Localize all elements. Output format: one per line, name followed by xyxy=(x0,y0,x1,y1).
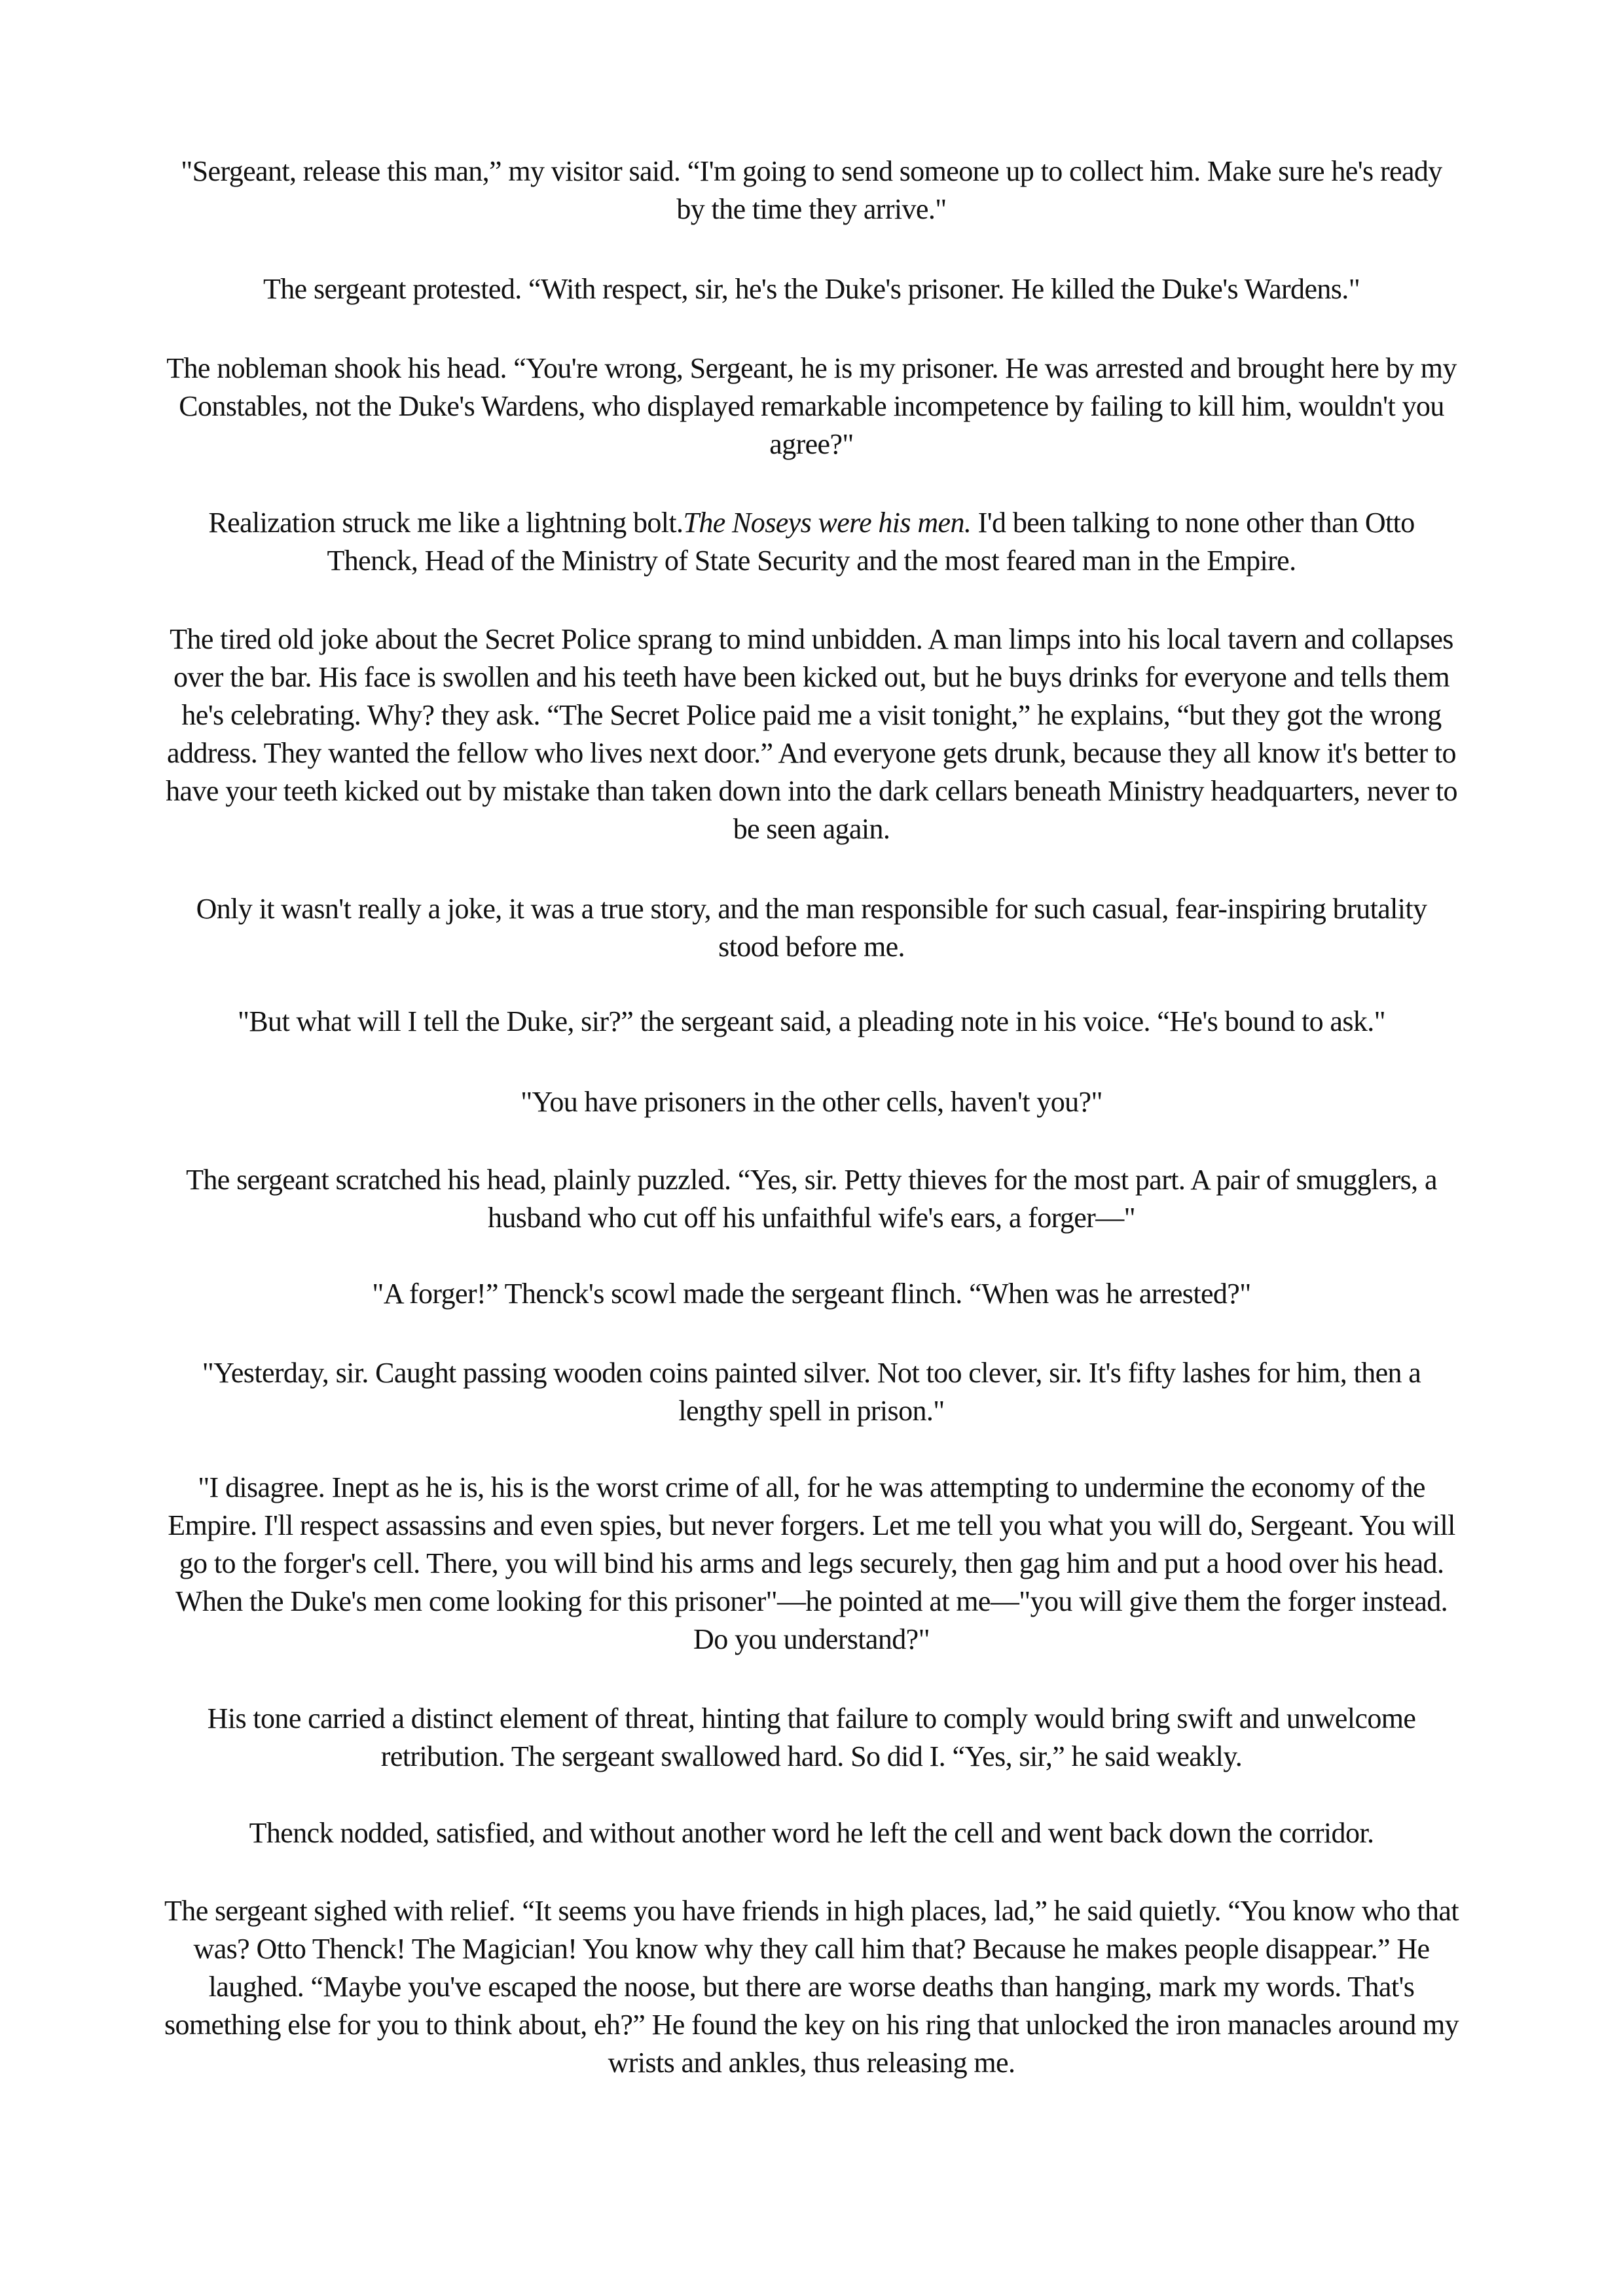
paragraph-true-story: Only it wasn't really a joke, it was a true story, and the man responsible for such casual, fear-inspiring brutality stood before me. xyxy=(196,893,1427,963)
paragraph-a-forger: "A forger!” Thenck's scowl made the sergeant flinch. “When was he arrested?" xyxy=(372,1278,1251,1310)
paragraph-other-prisoners: "You have prisoners in the other cells, haven't you?" xyxy=(520,1086,1103,1118)
paragraph-prisoner-list: The sergeant scratched his head, plainly puzzled. “Yes, sir. Petty thieves for the most part. A pair of smugglers, a husband who cut off his unfaithful wife's ears, a forger—" xyxy=(186,1164,1437,1234)
paragraph-forger-arrest: "Yesterday, sir. Caught passing wooden coins painted silver. Not too clever, sir. It's fifty lashes for him, then a lengthy spell in prison." xyxy=(202,1357,1421,1427)
paragraph-nobleman-reply: The nobleman shook his head. “You're wrong, Sergeant, he is my prisoner. He was arrested and brought here by my Constables, not the Duke's Wardens, who displayed remarkable incompetence by failing to kill him, wouldn't you agree?" xyxy=(166,352,1457,460)
paragraph-release-order: "Sergeant, release this man,” my visitor said. “I'm going to send someone up to collect him. Make sure he's ready by the time they arrive." xyxy=(181,155,1442,225)
paragraph-thenck-orders: "I disagree. Inept as he is, his is the worst crime of all, for he was attempting to undermine the economy of the Empire. I'll respect assassins and even spies, but never forgers. Let me tell you what you will do, Sergeant. You will go to the forger's cell. There, you will bind his arms and legs securely, then gag him and put a hood over his head. When the Duke's men come looking for this prisoner"—he pointed at me—"you will give them the forger instead. Do you understand?" xyxy=(168,1471,1455,1655)
paragraph-secret-police-joke: The tired old joke about the Secret Police sprang to mind unbidden. A man limps into his local tavern and collapses over the bar. His face is swollen and his teeth have been kicked out, but he buys drinks for everyone and tells them he's celebrating. Why? they ask. “The Secret Police paid me a visit tonight,” he explains, “but they got the wrong address. They wanted the fellow who lives next door.” And everyone gets drunk, because they all know it's better to have your teeth kicked out by mistake than taken down into the dark cellars beneath Ministry headquarters, never to be seen again. xyxy=(166,623,1457,845)
realization-italic-thought: The Noseys were his men. xyxy=(683,507,972,539)
paragraph-thenck-leaves: Thenck nodded, satisfied, and without another word he left the cell and went back down the corridor. xyxy=(249,1817,1374,1849)
paragraph-realization xyxy=(164,504,1459,580)
realization-text-end: I'd been talking to none other than Otto Thenck, Head of the Ministry of State Security and the most feared man in the Empire. xyxy=(327,507,1415,577)
paragraph-threat: His tone carried a distinct element of threat, hinting that failure to comply would bring swift and unwelcome retribution. The sergeant swallowed hard. So did I. “Yes, sir,” he said weakly. xyxy=(207,1702,1416,1772)
paragraph-sergeant-relief: The sergeant sighed with relief. “It seems you have friends in high places, lad,” he said quietly. “You know who that was? Otto Thenck! The Magician! You know why they call him that? Because he makes people disappear.” He laughed. “Maybe you've escaped the noose, but there are worse deaths than hanging, mark my words. That's something else for you to think about, eh?” He found the key on his ring that unlocked the iron manacles around my wrists and ankles, thus releasing me. xyxy=(164,1895,1459,2079)
paragraph-sergeant-protests: The sergeant protested. “With respect, sir, he's the Duke's prisoner. He killed the Duke's Wardens." xyxy=(263,273,1360,305)
realization-text-start: Realization struck me like a lightning bolt. xyxy=(208,507,684,539)
paragraph-tell-the-duke: "But what will I tell the Duke, sir?” the sergeant said, a pleading note in his voice. “He's bound to ask." xyxy=(237,1005,1386,1037)
